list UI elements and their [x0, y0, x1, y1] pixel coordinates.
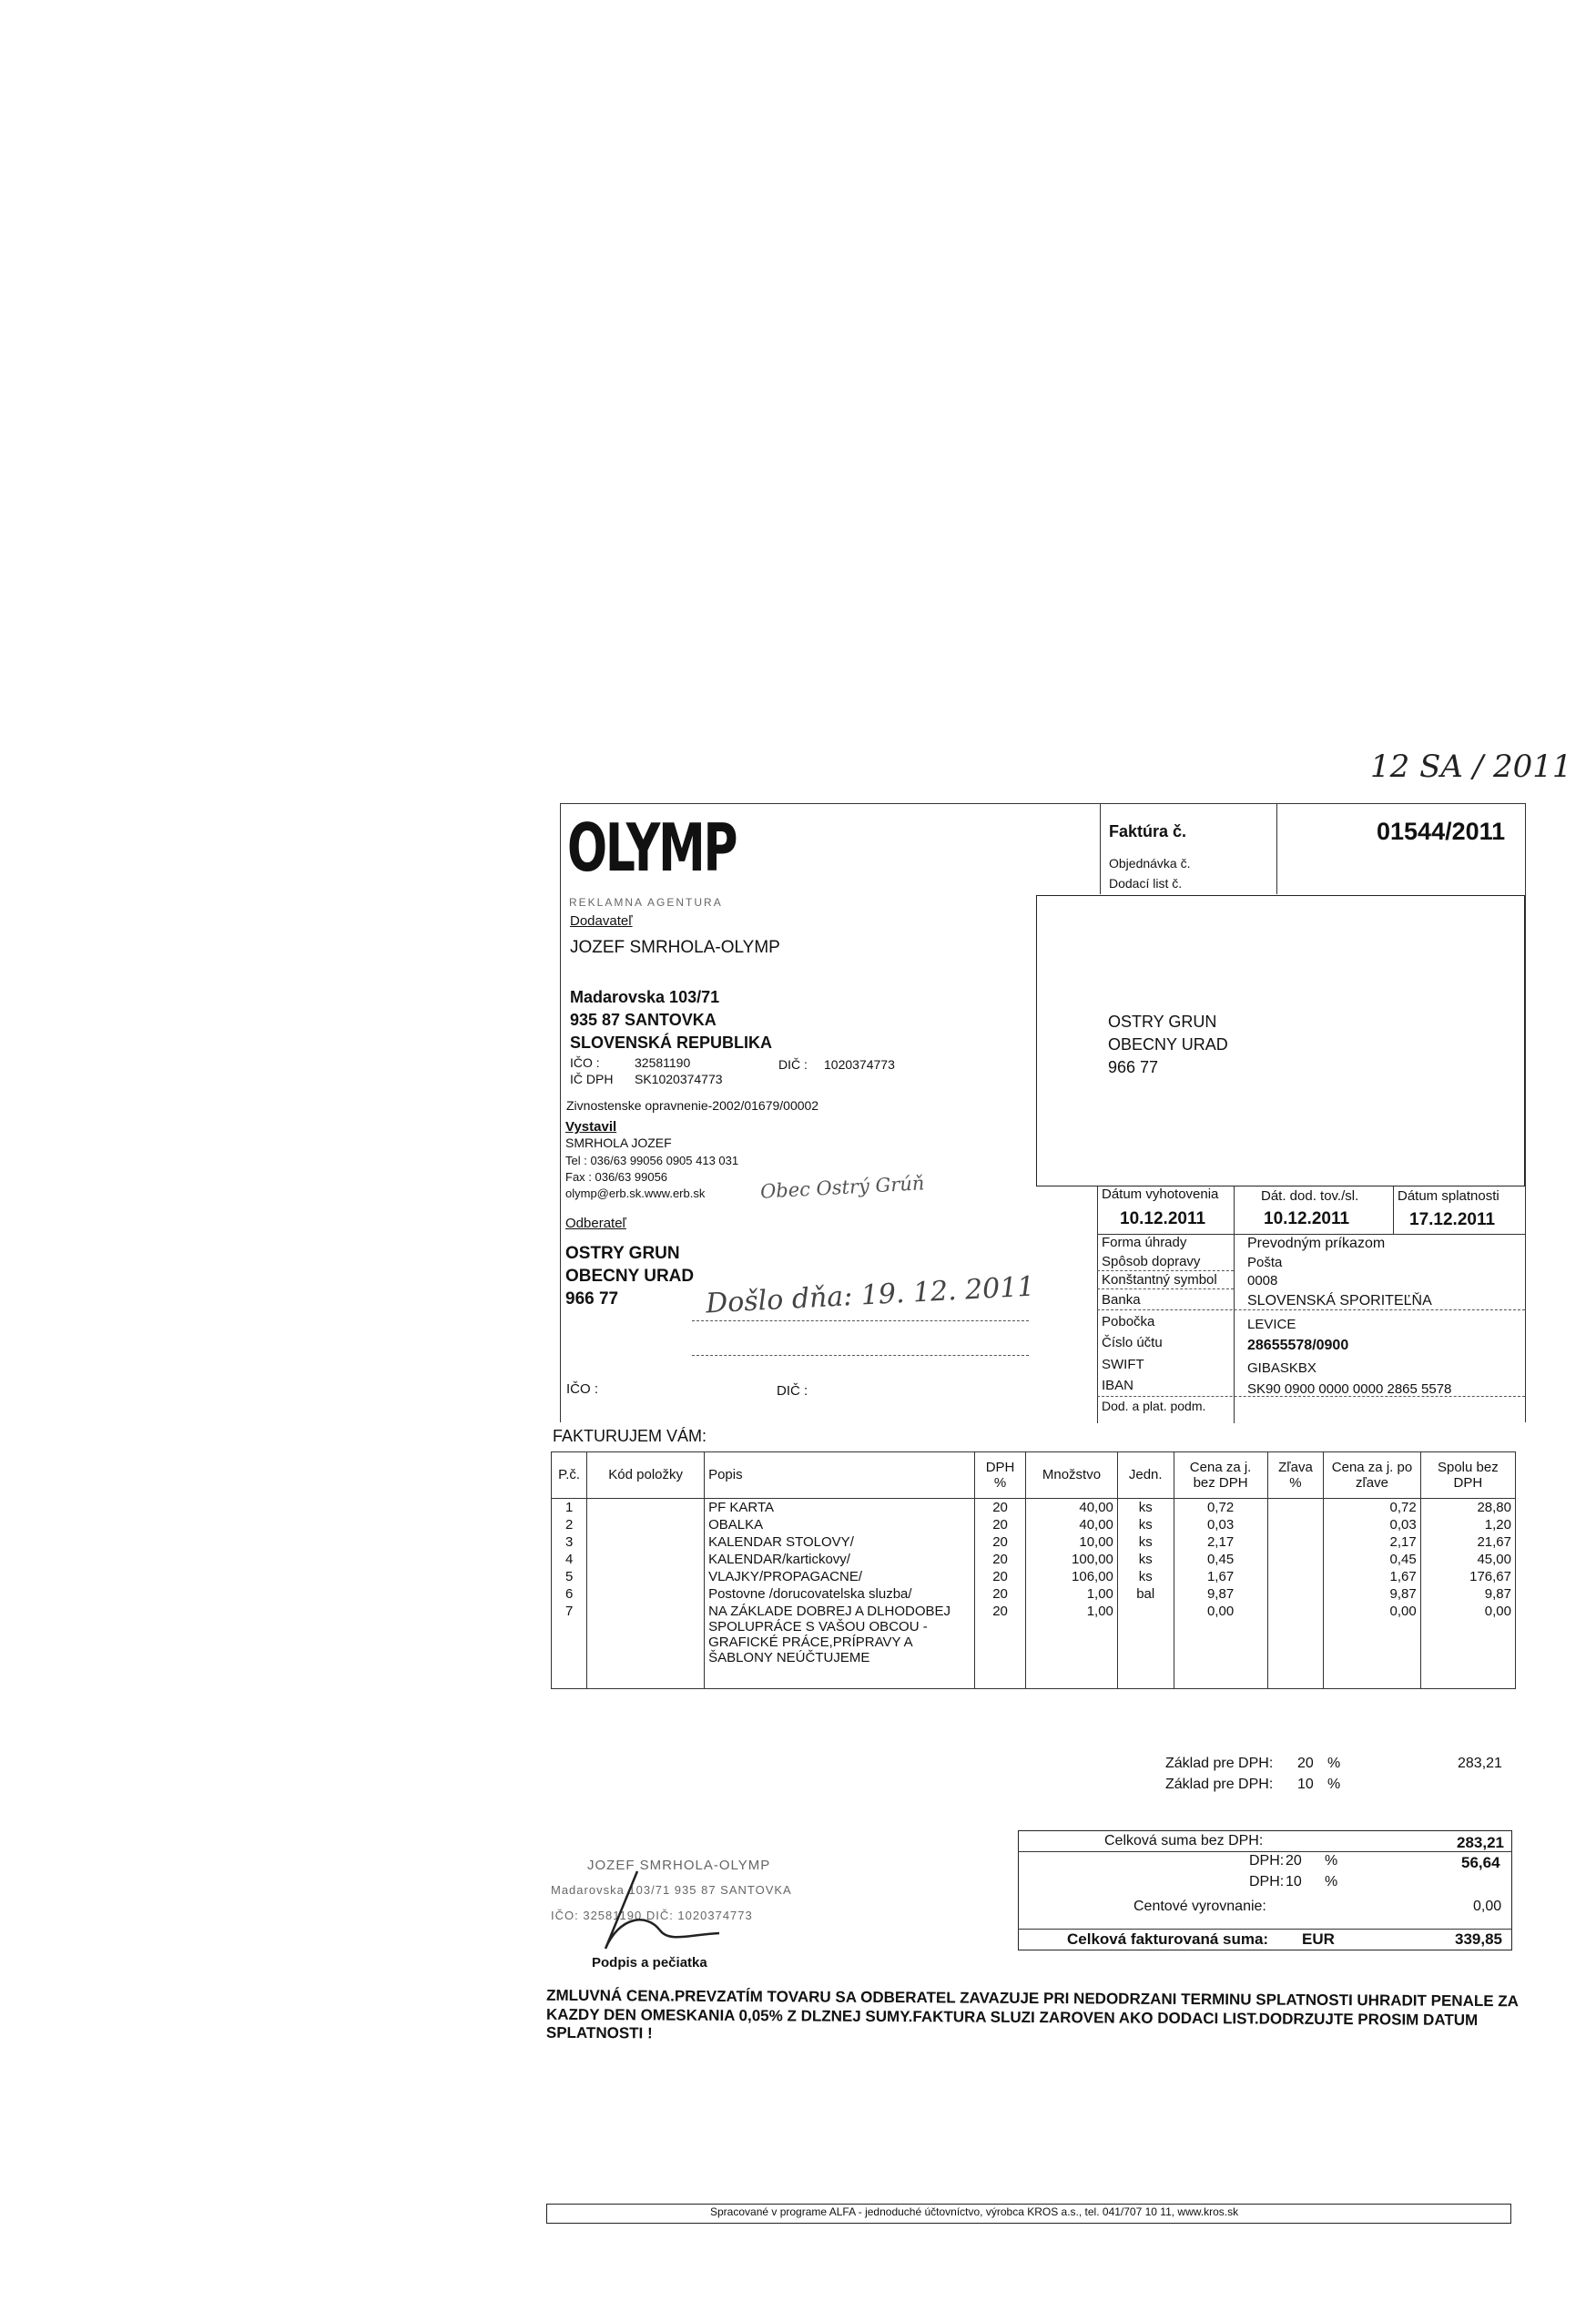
branch-label: Pobočka [1102, 1314, 1155, 1329]
header-total: Spolu bez DPH [1420, 1452, 1515, 1499]
supplier-dic: 1020374773 [824, 1057, 895, 1072]
issuer-web: olymp@erb.sk.www.erb.sk [565, 1186, 706, 1200]
row-price-after: 1,67 [1324, 1568, 1420, 1585]
row-unit-price: 1,67 [1174, 1568, 1267, 1585]
signature-scribble [583, 1862, 728, 1953]
row-pc: 4 [552, 1551, 587, 1568]
row-pc: 3 [552, 1533, 587, 1551]
payment-form-label: Forma úhrady [1102, 1235, 1187, 1250]
row-unit-price: 0,03 [1174, 1516, 1267, 1533]
issuer-name: SMRHOLA JOZEF [565, 1136, 672, 1150]
trade-license: Zivnostenske opravnenie-2002/01679/00002 [566, 1098, 819, 1113]
row-price-after: 0,00 [1324, 1603, 1420, 1689]
table-row [552, 1603, 1516, 1689]
row-vat: 20 [975, 1603, 1026, 1689]
row-price-after: 0,45 [1324, 1551, 1420, 1568]
row-desc: VLAJKY/PROPAGACNE/ [705, 1568, 975, 1585]
row-total: 21,67 [1420, 1533, 1515, 1551]
row-unit: bal [1117, 1585, 1174, 1603]
iban-label: IBAN [1102, 1378, 1134, 1393]
row-price-after: 0,03 [1324, 1516, 1420, 1533]
row-vat: 20 [975, 1568, 1026, 1585]
invoice-number: 01544/2011 [1377, 818, 1506, 845]
row-unit: ks [1117, 1551, 1174, 1568]
row-pc: 6 [552, 1585, 587, 1603]
row-unit: ks [1117, 1533, 1174, 1551]
handwritten-reference: 12 SA / 2011 [1370, 749, 1572, 785]
row-vat: 20 [975, 1585, 1026, 1603]
invoicing-heading: FAKTURUJEM VÁM: [553, 1427, 707, 1445]
dates-left-line [1097, 1186, 1098, 1423]
vat20-pct: % [1325, 1853, 1338, 1869]
row-price-after: 2,17 [1324, 1533, 1420, 1551]
invoice-number-divider [1276, 803, 1277, 894]
account-number: 28655578/0900 [1247, 1338, 1349, 1353]
row-total: 1,20 [1420, 1516, 1515, 1533]
transport-label: Spôsob dopravy [1102, 1254, 1201, 1269]
row-total: 9,87 [1420, 1585, 1515, 1603]
issuer-fax: Fax : 036/63 99056 [565, 1170, 668, 1184]
row-qty: 10,00 [1026, 1533, 1118, 1551]
items-table [551, 1451, 1516, 1689]
customer-line1: OSTRY GRUN [565, 1244, 680, 1263]
row-desc: OBALKA [705, 1516, 975, 1533]
logo-subtitle: REKLAMNA AGENTURA [569, 896, 723, 909]
row-desc: PF KARTA [705, 1499, 975, 1517]
supplier-dic-label: DIČ : [778, 1057, 808, 1072]
supplier-icdph: SK1020374773 [635, 1072, 723, 1086]
header-unit: Jedn. [1117, 1452, 1174, 1499]
header-desc: Popis [705, 1452, 975, 1499]
vat10-rate: 10 [1286, 1874, 1302, 1889]
frame-right-line [1525, 803, 1526, 1422]
row-price-after: 0,72 [1324, 1499, 1420, 1517]
supplier-label: Dodavateľ [570, 913, 633, 929]
recipient-line3: 966 77 [1108, 1058, 1159, 1076]
company-logo: OLYMP [567, 810, 737, 886]
stamp-line [692, 1320, 1029, 1321]
row-qty: 1,00 [1026, 1585, 1118, 1603]
swift-code: GIBASKBX [1247, 1360, 1316, 1376]
supply-date: 10.12.2011 [1264, 1209, 1350, 1228]
header-unit-price: Cena za j. bez DPH [1174, 1452, 1267, 1499]
transport-value: Pošta [1247, 1255, 1283, 1270]
supplier-name: JOZEF SMRHOLA-OLYMP [570, 938, 780, 957]
table-row [552, 1568, 1516, 1585]
supplier-country: SLOVENSKÁ REPUBLIKA [570, 1034, 773, 1052]
bank-label: Banka [1102, 1292, 1141, 1308]
received-stamp-line1: Obec Ostrý Grúň [759, 1172, 925, 1203]
header-price-after: Cena za j. po zľave [1324, 1452, 1420, 1499]
row-total: 0,00 [1420, 1603, 1515, 1689]
vat-base-pct-10: % [1327, 1777, 1341, 1792]
due-date: 17.12.2011 [1409, 1210, 1496, 1229]
frame-left-line [560, 803, 561, 1422]
received-stamp-date: Došlo dňa: 19. 12. 2011 [705, 1270, 1036, 1320]
supplier-ico: 32581190 [635, 1055, 691, 1070]
customer-label: Odberateľ [565, 1216, 626, 1231]
customer-line3: 966 77 [565, 1289, 619, 1309]
row-unit-price: 0,00 [1174, 1603, 1267, 1689]
row-desc: NA ZÁKLADE DOBREJ A DLHODOBEJ SPOLUPRÁCE S VAŠOU OBCOU - GRAFICKÉ PRÁCE,PRÍPRAVY A ŠABLONY NEÚČTUJEME [705, 1603, 975, 1689]
row-vat: 20 [975, 1533, 1026, 1551]
total-excl-label: Celková suma bez DPH: [1104, 1833, 1264, 1848]
constant-symbol-label: Konštantný symbol [1102, 1272, 1217, 1288]
supply-date-label: Dát. dod. tov./sl. [1261, 1188, 1359, 1204]
tax-date-label: Dod. a plat. podm. [1102, 1399, 1206, 1413]
total-excl-value: 283,21 [1457, 1834, 1504, 1851]
grand-total-value: 339,85 [1455, 1930, 1502, 1948]
vat-base-rate-20: 20 [1297, 1756, 1314, 1771]
payment-form: Prevodným príkazom [1247, 1236, 1386, 1251]
stamp-line [692, 1355, 1029, 1356]
row-qty: 100,00 [1026, 1551, 1118, 1568]
issuer-tel: Tel : 036/63 99056 0905 413 031 [565, 1154, 739, 1167]
table-row [552, 1551, 1516, 1568]
dates-right-line [1393, 1186, 1394, 1234]
row-total: 28,80 [1420, 1499, 1515, 1517]
table-row [552, 1533, 1516, 1551]
header-discount: Zľava % [1267, 1452, 1324, 1499]
contract-note: ZMLUVNÁ CENA.PREVZATÍM TOVARU SA ODBERATEL ZAVAZUJE PRI NEDODRZANI TERMINU SPLATNOSTI UHRADIT PENALE ZA KAZDY DEN OMESKANIA 0,05% Z DLZNEJ SUMY.FAKTURA SLUZI ZAROVEN AKO DODACI LIST.DODRZUJTE PROSIM DATUM SPLATNOSTI ! [545, 1986, 1519, 2042]
due-date-label: Dátum splatnosti [1398, 1188, 1499, 1204]
row-pc: 5 [552, 1568, 587, 1585]
row-unit: ks [1117, 1568, 1174, 1585]
stamp-line2: Madarovska 103/71 935 87 SANTOVKA [551, 1883, 792, 1897]
vat20-rate: 20 [1286, 1853, 1302, 1869]
vat-base-pct-20: % [1327, 1756, 1341, 1771]
vat-base-value-20: 283,21 [1458, 1756, 1502, 1771]
supplier-street: Madarovska 103/71 [570, 988, 720, 1006]
table-row [552, 1516, 1516, 1533]
table-row [552, 1499, 1516, 1517]
vat-base-label-10: Základ pre DPH: [1165, 1777, 1274, 1792]
row-desc: KALENDAR/kartickovy/ [705, 1551, 975, 1568]
delivery-note-label: Dodací list č. [1109, 876, 1183, 891]
row-pc: 2 [552, 1516, 587, 1533]
row-unit-price: 0,45 [1174, 1551, 1267, 1568]
row-total: 176,67 [1420, 1568, 1515, 1585]
table-row [552, 1585, 1516, 1603]
header-vat: DPH % [975, 1452, 1026, 1499]
row-unit-price: 2,17 [1174, 1533, 1267, 1551]
row-desc: KALENDAR STOLOVY/ [705, 1533, 975, 1551]
row-unit-price: 9,87 [1174, 1585, 1267, 1603]
software-footer: Spracované v programe ALFA - jednoduché účtovníctvo, výrobca KROS a.s., tel. 041/707 10 11, www.kros.sk [710, 2205, 1239, 2218]
supplier-ico-label: IČO : [570, 1055, 600, 1070]
iban-value: SK90 0900 0000 0000 2865 5578 [1247, 1381, 1452, 1397]
row-unit: ks [1117, 1499, 1174, 1517]
vat-base-rate-10: 10 [1297, 1777, 1314, 1792]
company-stamp [546, 1858, 792, 1958]
stamp-line1: JOZEF SMRHOLA-OLYMP [587, 1858, 771, 1873]
row-total: 45,00 [1420, 1551, 1515, 1568]
header-qty: Množstvo [1026, 1452, 1118, 1499]
payment-row-line [1097, 1270, 1234, 1271]
customer-dic-label: DIČ : [777, 1383, 808, 1399]
constant-symbol: 0008 [1247, 1273, 1278, 1288]
vat20-label: DPH: [1249, 1853, 1285, 1869]
row-price-after: 9,87 [1324, 1585, 1420, 1603]
row-unit-price: 0,72 [1174, 1499, 1267, 1517]
row-qty: 40,00 [1026, 1499, 1118, 1517]
recipient-line1: OSTRY GRUN [1108, 1013, 1217, 1031]
account-label: Číslo účtu [1102, 1335, 1163, 1350]
vat-base-label-20: Základ pre DPH: [1165, 1756, 1274, 1771]
dates-mid-line [1234, 1186, 1235, 1423]
row-vat: 20 [975, 1499, 1026, 1517]
payment-row-line [1097, 1309, 1525, 1310]
bank-name: SLOVENSKÁ SPORITEĽŇA [1247, 1293, 1432, 1309]
row-qty: 40,00 [1026, 1516, 1118, 1533]
swift-label: SWIFT [1102, 1357, 1144, 1372]
rounding-label: Centové vyrovnanie: [1133, 1899, 1266, 1914]
payment-row-line [1097, 1396, 1525, 1397]
invoice-label: Faktúra č. [1109, 822, 1187, 840]
stamp-line3: IČO: 32581190 DIČ: 1020374773 [551, 1909, 753, 1922]
row-pc: 7 [552, 1603, 587, 1689]
table-header-row [552, 1452, 1516, 1499]
currency: EUR [1302, 1930, 1335, 1948]
frame-top-line [560, 803, 1525, 804]
issue-date: 10.12.2011 [1120, 1209, 1206, 1228]
customer-ico-label: IČO : [566, 1381, 599, 1397]
row-qty: 1,00 [1026, 1603, 1118, 1689]
row-desc: Postovne /dorucovatelska sluzba/ [705, 1585, 975, 1603]
recipient-line2: OBECNY URAD [1108, 1035, 1228, 1054]
supplier-city: 935 87 SANTOVKA [570, 1011, 717, 1029]
row-vat: 20 [975, 1551, 1026, 1568]
customer-line2: OBECNY URAD [565, 1267, 695, 1286]
header-pc: P.č. [552, 1452, 587, 1499]
vat20-value: 56,64 [1461, 1854, 1500, 1871]
vat10-label: DPH: [1249, 1874, 1285, 1889]
signature-label: Podpis a pečiatka [592, 1955, 707, 1971]
row-vat: 20 [975, 1516, 1026, 1533]
invoice-block-divider [1100, 803, 1101, 894]
summary-line [1018, 1851, 1512, 1852]
rounding-value: 0,00 [1473, 1899, 1502, 1914]
row-qty: 106,00 [1026, 1568, 1118, 1585]
vat10-pct: % [1325, 1874, 1338, 1889]
row-unit: ks [1117, 1516, 1174, 1533]
issued-by-label: Vystavil [565, 1119, 617, 1135]
branch-value: LEVICE [1247, 1317, 1296, 1332]
supplier-icdph-label: IČ DPH [570, 1072, 614, 1086]
grand-total-label: Celková fakturovaná suma: [1067, 1930, 1269, 1948]
payment-row-line [1097, 1288, 1234, 1289]
order-number-label: Objednávka č. [1109, 856, 1191, 871]
issue-date-label: Dátum vyhotovenia [1102, 1186, 1219, 1202]
row-pc: 1 [552, 1499, 587, 1517]
summary-line [1018, 1929, 1512, 1930]
row-unit [1117, 1603, 1174, 1689]
header-code: Kód položky [587, 1452, 705, 1499]
